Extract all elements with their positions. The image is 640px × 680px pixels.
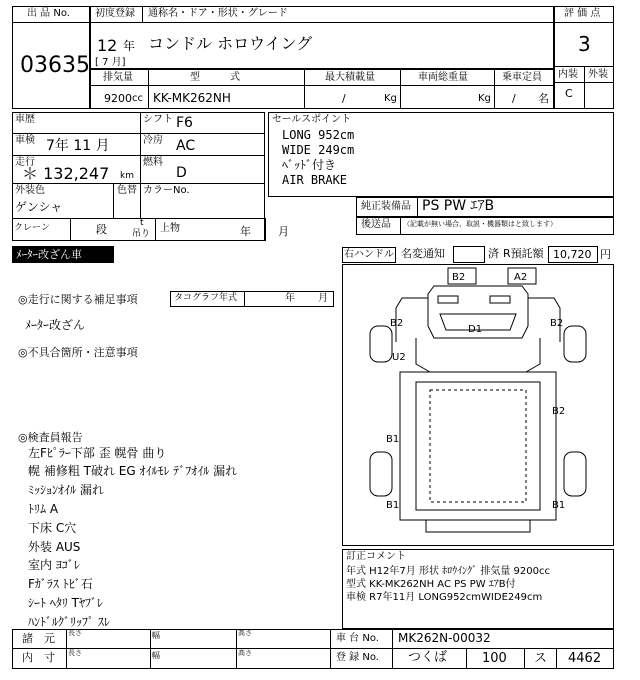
displacement-label: 排気量 xyxy=(103,72,133,83)
color-no-label: カラーNo. xyxy=(143,185,190,196)
slash: / xyxy=(342,92,346,105)
max-load-label: 最大積載量 xyxy=(325,72,375,83)
crane-label: クレーン xyxy=(14,223,50,233)
lot-no-label: 出 品 No. xyxy=(27,8,70,19)
inspector-line: ﾄﾘﾑ A xyxy=(28,502,59,516)
tacho-month: 月 xyxy=(318,293,328,304)
model: KK-MK262NH xyxy=(153,91,231,105)
inspector-line: 室内 ﾖｺﾞﾚ xyxy=(28,558,80,572)
damage-mark: B1 xyxy=(552,500,566,511)
mileage-label: 走行 xyxy=(15,157,35,168)
inspector-line: ﾊﾝﾄﾞﾙｸﾞﾘｯﾌﾟ ｽﾚ xyxy=(28,615,110,629)
sales-line: ﾍﾞｯﾄﾞ付き xyxy=(282,158,337,172)
chassis-label: 車 台 No. xyxy=(336,633,379,644)
aftermarket-note: （記載が無い場合、取説・機器類はと致します） xyxy=(403,220,557,228)
recycle-label: R預託額 xyxy=(503,247,544,260)
ext-color-label: 外装色 xyxy=(15,185,45,196)
shift-label: シフト xyxy=(143,114,173,125)
length-label: 長さ xyxy=(68,629,82,637)
tsuri-label: 吊り xyxy=(132,229,151,239)
rhd-tag: 右ハンドル xyxy=(342,247,396,263)
damage-mark: D1 xyxy=(468,324,483,335)
interior-grade: C xyxy=(565,87,573,100)
reg-number: 4462 xyxy=(568,651,602,666)
height-label: 高さ xyxy=(238,649,252,657)
inspector-line: 幌 補修粗 T破れ EG ｵｲﾙﾓﾚ ﾃﾞﾌｵｲﾙ 漏れ xyxy=(28,464,238,478)
first-reg-month: [ 7 月] xyxy=(95,57,126,68)
first-reg-label: 初度登録 xyxy=(95,8,135,19)
yen-unit: 円 xyxy=(600,248,611,261)
mileage: ＊ 132,247 xyxy=(22,164,110,183)
model-label: 型 式 xyxy=(190,72,240,83)
kg-unit: Kg xyxy=(478,93,491,104)
name-label: 通称名・ドア・形状・グレード xyxy=(148,8,288,19)
history-label: 車歴 xyxy=(15,114,35,125)
sales-point-label: セールスポイント xyxy=(272,114,352,125)
damage-mark: B1 xyxy=(386,434,400,445)
recycle-prefix: 済 xyxy=(488,247,499,260)
damage-mark: B2 xyxy=(452,272,466,283)
reg-area: つくば xyxy=(408,650,448,665)
meter-tampered-text: ﾒｰﾀｰ改ざん車 xyxy=(16,248,82,261)
capacity-unit: 名 xyxy=(538,92,549,105)
inspection-label: 車検 xyxy=(15,135,35,146)
name-change-label: 名変通知 xyxy=(401,247,445,260)
damage-mark: B1 xyxy=(386,500,400,511)
damage-mark: A2 xyxy=(514,272,528,283)
tacho-label: タコグラフ年式 xyxy=(174,293,238,303)
reg-class: 100 xyxy=(482,651,507,666)
damage-mark: B2 xyxy=(550,318,564,329)
inspector-label: ◎検査員報告 xyxy=(18,431,83,444)
vehicle-diagram xyxy=(342,264,614,546)
dan-label: 段 xyxy=(96,223,107,236)
year-unit: 年 xyxy=(123,39,136,53)
correction-label: 訂正コメント xyxy=(346,551,406,562)
sales-line: WIDE 249cm xyxy=(282,143,355,157)
ext-color: ゲンシャ xyxy=(15,200,63,214)
t-label: t xyxy=(140,218,144,228)
inspection: 7年 11 月 xyxy=(46,138,110,154)
gross-weight-label: 車両総重量 xyxy=(418,72,468,83)
color-change-label: 色替 xyxy=(117,185,137,196)
inspector-line: ｼｰﾄ ﾍﾀﾘ Tﾔﾌﾞﾚ xyxy=(28,596,103,610)
cc-unit: cc xyxy=(132,93,143,104)
exterior-label: 外装 xyxy=(588,69,608,80)
correction-line: 年式 H12年7月 形状 ﾎﾛｳｲﾝｸﾞ 排気量 9200cc xyxy=(346,566,550,577)
sales-line: LONG 952cm xyxy=(282,128,355,142)
driving-remarks-text: ﾒｰﾀｰ改ざん xyxy=(25,318,86,332)
damage-mark: B2 xyxy=(552,406,566,417)
length-label: 長さ xyxy=(68,649,82,657)
car-name: コンドル ホロウイング xyxy=(148,34,313,53)
reg-label: 登 録 No. xyxy=(336,652,379,663)
shift: F6 xyxy=(176,115,193,131)
shomon-label: 諸 元 xyxy=(22,632,55,645)
month-unit: 月 xyxy=(278,225,289,238)
inspector-line: 下床 C穴 xyxy=(28,521,77,535)
inspector-line: Fｶﾞﾗｽ ﾄﾋﾞ石 xyxy=(28,577,93,591)
correction-line: 型式 KK-MK262NH AC PS PW ｴｱB付 xyxy=(346,579,516,590)
score-label: 評 価 点 xyxy=(564,8,601,19)
aftermarket-label: 後送品 xyxy=(361,219,391,230)
inspector-line: 外装 AUS xyxy=(28,540,81,554)
recycle-amount: 10,720 xyxy=(553,248,592,261)
joumono-label: 上物 xyxy=(160,223,180,234)
name-change-box xyxy=(453,246,485,263)
capacity-label: 乗車定員 xyxy=(502,72,542,83)
defects-label: ◎不具合箇所・注意事項 xyxy=(18,346,138,359)
slash: / xyxy=(512,92,516,105)
first-reg-year: 12 xyxy=(97,36,118,55)
aircon-label: 冷房 xyxy=(143,135,163,146)
width-label: 幅 xyxy=(152,651,160,660)
tacho-year: 年 xyxy=(285,293,295,304)
interior-label: 内装 xyxy=(558,69,578,80)
damage-mark: U2 xyxy=(392,352,406,363)
lot-no: 03635 xyxy=(20,53,90,78)
genuine-label: 純正装備品 xyxy=(361,201,411,212)
correction-line: 車検 R7年11月 LONG952cmWIDE249cm xyxy=(346,592,543,603)
damage-mark: B2 xyxy=(390,318,404,329)
sales-line: AIR BRAKE xyxy=(282,173,348,187)
naiki-label: 内 寸 xyxy=(22,651,55,664)
km-unit: km xyxy=(120,171,134,181)
inspector-line: ﾐｯｼｮﾝｵｲﾙ 漏れ xyxy=(28,483,104,497)
kg-unit: Kg xyxy=(384,93,397,104)
fuel: D xyxy=(176,165,187,181)
score: 3 xyxy=(578,32,591,56)
width-label: 幅 xyxy=(152,631,160,640)
chassis-no: MK262N-00032 xyxy=(398,631,491,645)
height-label: 高さ xyxy=(238,629,252,637)
displacement: 9200 xyxy=(104,92,132,105)
genuine-equipment: PS PW ｴｱB xyxy=(422,198,495,214)
reg-kana: ス xyxy=(534,651,548,666)
fuel-label: 燃料 xyxy=(143,157,163,168)
inspector-line: 左Fﾋﾟﾗｰ下部 歪 幌骨 曲り xyxy=(28,446,167,460)
aircon: AC xyxy=(176,138,196,154)
year-unit: 年 xyxy=(240,225,251,238)
driving-remarks-label: ◎走行に関する補足事項 xyxy=(18,293,138,306)
